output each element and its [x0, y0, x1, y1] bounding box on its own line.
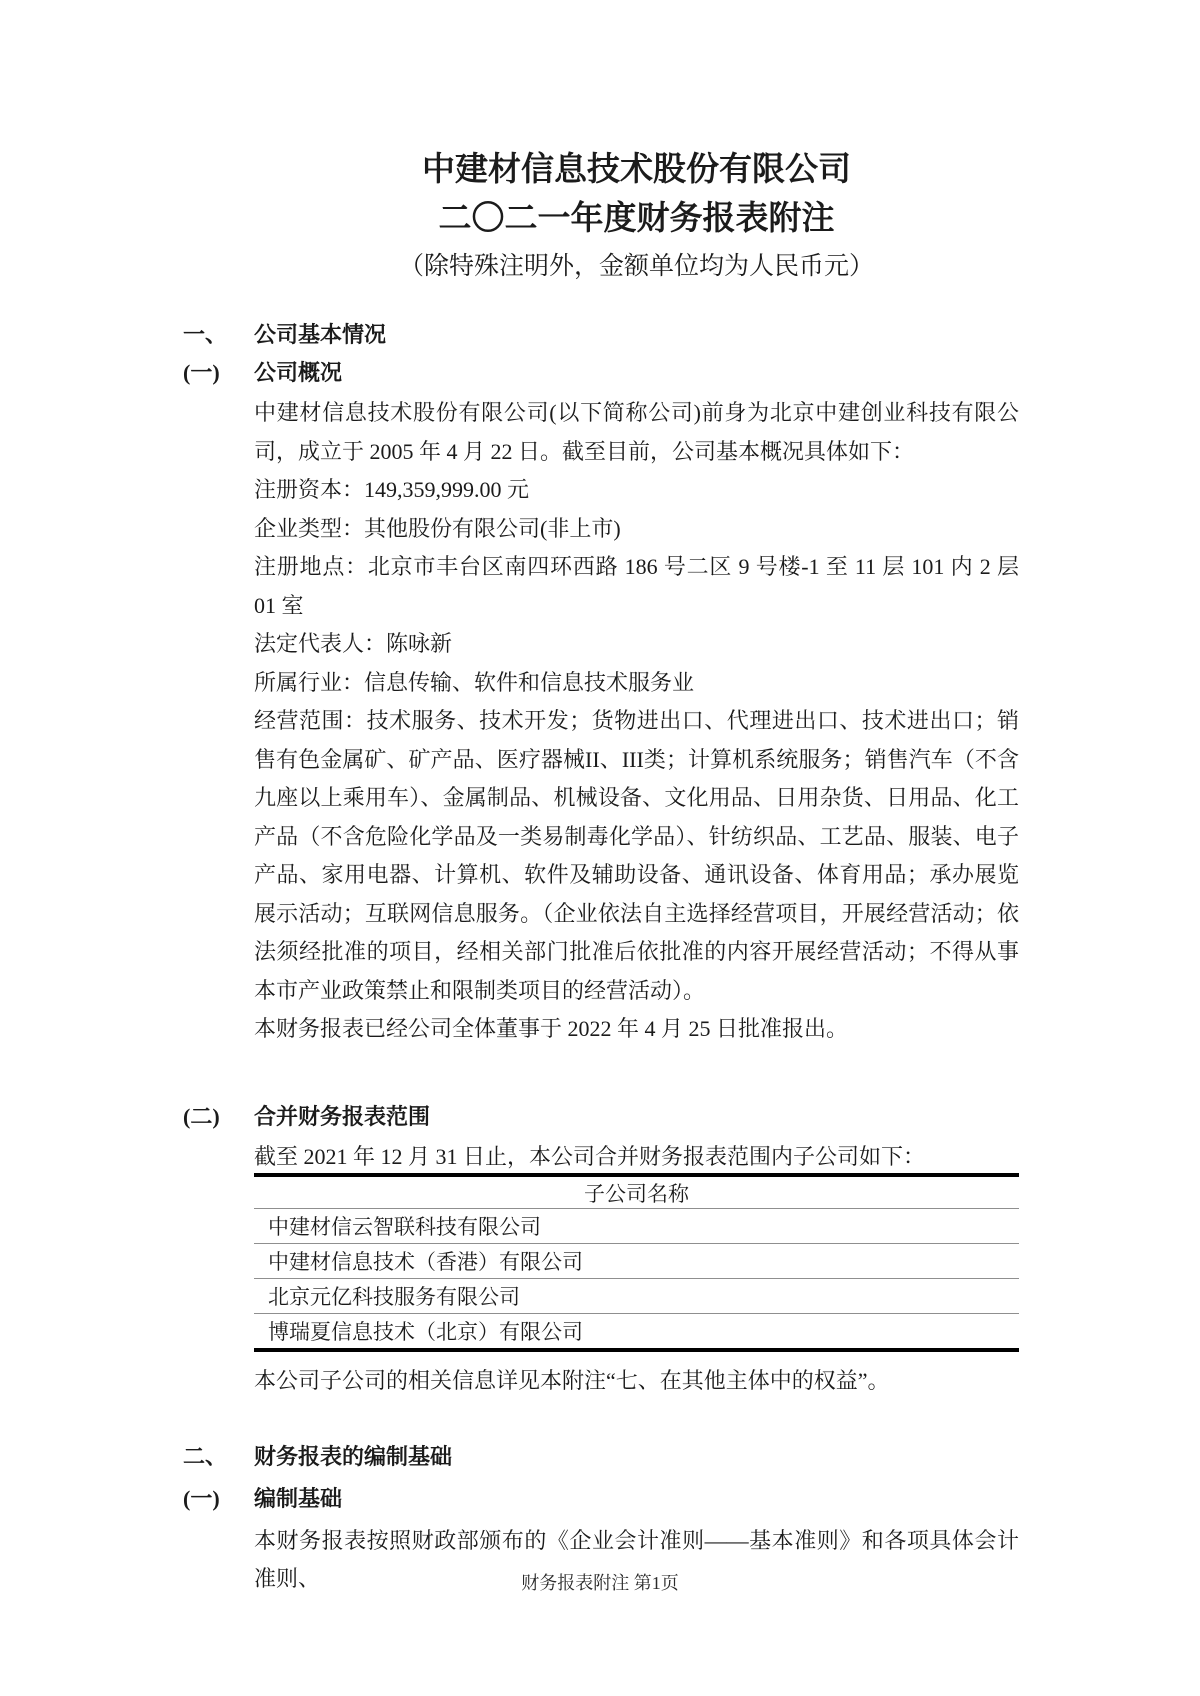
- subsidiary-name-cell: 中建材信息技术（香港）有限公司: [254, 1244, 1019, 1279]
- section-1-title: 公司基本情况: [254, 322, 387, 347]
- subsidiary-name-cell: 中建材信云智联科技有限公司: [254, 1209, 1019, 1244]
- field-legal-representative: 法定代表人：陈咏新: [254, 631, 453, 656]
- subsidiary-name-cell: 博瑞夏信息技术（北京）有限公司: [268, 1320, 583, 1344]
- section-2-title: 财务报表的编制基础: [254, 1443, 453, 1469]
- table-header-row: [254, 1175, 1019, 1209]
- subsection-2-1-heading: [183, 1480, 1019, 1518]
- field-registered-address: 注册地点：北京市丰台区南四环西路 186 号二区 9 号楼-1 至 11 层 101 内 2 层 01 室: [254, 554, 1019, 618]
- consolidation-scope-outro: [254, 1362, 1019, 1401]
- subsection-2-1-title: 编制基础: [254, 1485, 343, 1511]
- subsection-2-1-number: (一): [183, 1485, 220, 1511]
- title-block: [254, 0, 1019, 282]
- table-row: [254, 1279, 1019, 1314]
- currency-note: （除特殊注明外，金额单位均为人民币元）: [398, 253, 874, 280]
- section-1-number: 一、: [183, 322, 228, 347]
- subsection-1-2-title: 合并财务报表范围: [254, 1103, 431, 1129]
- field-industry: 所属行业：信息传输、软件和信息技术服务业: [254, 669, 695, 695]
- table-row: [254, 1314, 1019, 1351]
- table-row: [254, 1209, 1019, 1244]
- section-1-heading: [183, 316, 1019, 354]
- field-registered-capital: 注册资本：149,359,999.00 元: [254, 477, 530, 502]
- document-content: [183, 316, 1019, 1599]
- subsection-1-2-number: (二): [183, 1103, 220, 1129]
- page-footer: 财务报表附注 第1页: [521, 1573, 679, 1593]
- paragraph-scope-outro: 本公司子公司的相关信息详见本附注“七、在其他主体中的权益”。: [254, 1368, 890, 1393]
- paragraph-business-scope: 经营范围：技术服务、技术开发；货物进出口、代理进出口、技术进出口；销售有色金属矿、矿产品、医疗器械II、III类；计算机系统服务；销售汽车（不含九座以上乘用车）、金属制品、机械设备、文化用品、日用杂货、日用品、化工产品（不含危险化学品及一类易制毒化学品）、针纺织品、工艺品、服装、电子产品、家用电器、计算机、软件及辅助设备、通讯设备、体育用品；承办展览展示活动；互联网信息服务。（企业依法自主选择经营项目，开展经营活动；依法须经批准的项目，经相关部门批准后依批准的内容开展经营活动；不得从事本市产业政策禁止和限制类项目的经营活动）。: [254, 708, 1019, 1003]
- subsidiaries-table: [254, 1173, 1019, 1352]
- subsection-1-2-heading: [183, 1098, 1019, 1136]
- section-2-heading: [183, 1438, 1019, 1476]
- company-title: 中建材信息技术股份有限公司: [422, 152, 851, 188]
- company-overview-body: [254, 394, 1019, 1049]
- subsection-1-1-title: 公司概况: [254, 360, 343, 385]
- subsection-1-1-number: (一): [183, 360, 220, 385]
- consolidation-scope-intro: [254, 1138, 1019, 1177]
- section-2-number: 二、: [183, 1443, 228, 1469]
- paragraph-approval-date: 本财务报表已经公司全体董事于 2022 年 4 月 25 日批准报出。: [254, 1016, 849, 1041]
- field-company-type: 企业类型：其他股份有限公司(非上市): [254, 515, 621, 541]
- subsection-1-1-heading: [183, 354, 1019, 392]
- table-row: [254, 1244, 1019, 1279]
- report-title: 二〇二一年度财务报表附注: [438, 201, 835, 237]
- paragraph-scope-intro: 截至 2021 年 12 月 31 日止，本公司合并财务报表范围内子公司如下：: [254, 1143, 926, 1169]
- paragraph-company-intro: 中建材信息技术股份有限公司(以下简称公司)前身为北京中建创业科技有限公司，成立于 2005 年 4 月 22 日。截至目前，公司基本概况具体如下：: [254, 400, 1019, 464]
- subsidiary-name-header: 子公司名称: [254, 1175, 1019, 1209]
- paragraph-preparation-basis: 本财务报表按照财政部颁布的《企业会计准则——基本准则》和各项具体会计准则、: [254, 1527, 1019, 1591]
- subsidiary-name-cell: 北京元亿科技服务有限公司: [254, 1279, 1019, 1314]
